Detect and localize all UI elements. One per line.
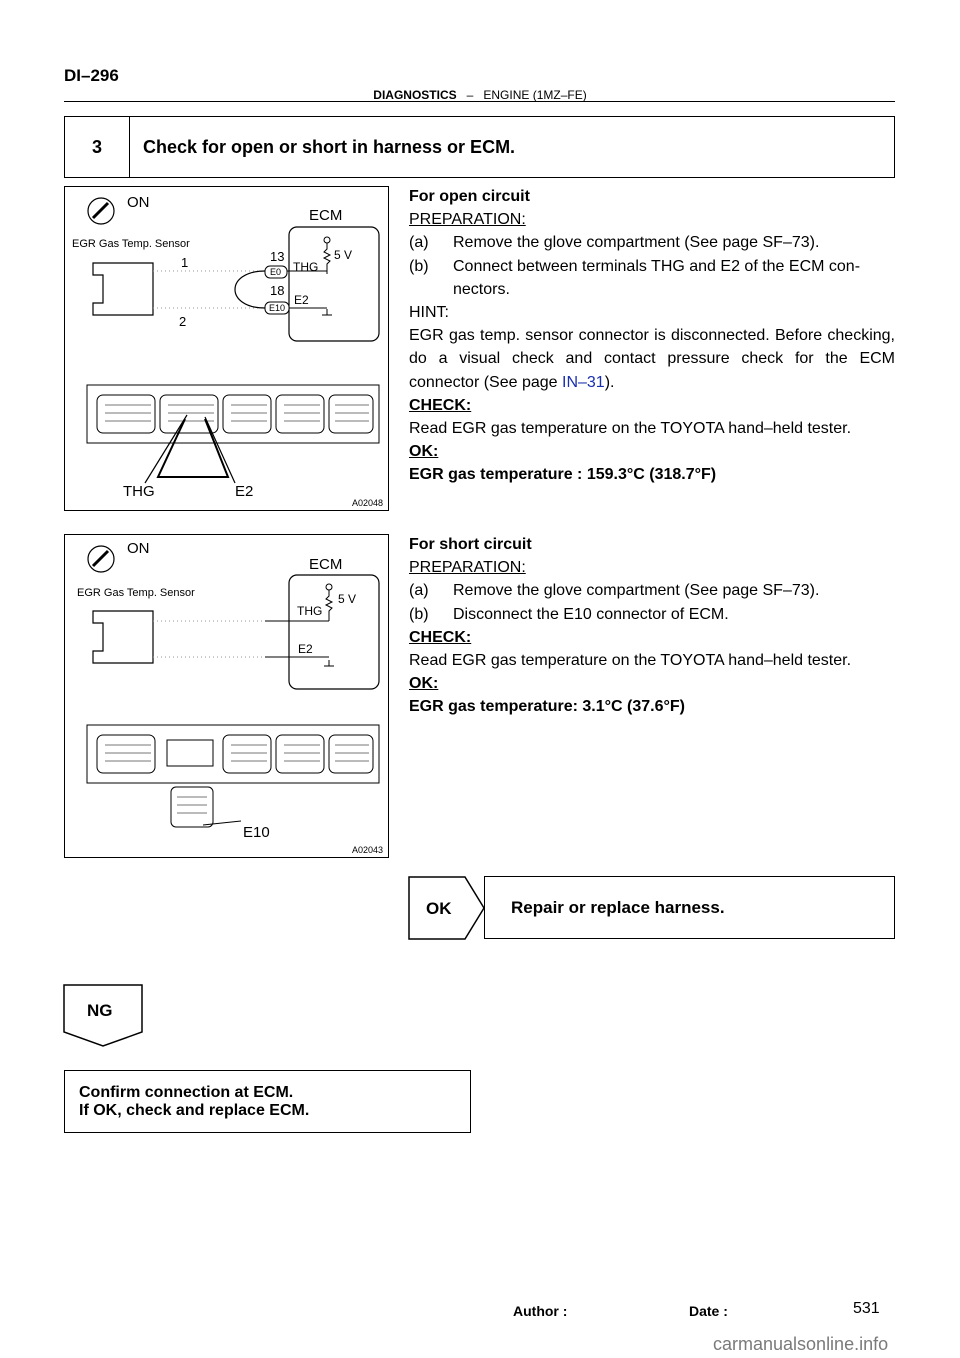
- short-prep-b: [409, 603, 895, 626]
- ecm-connector-row: [87, 385, 379, 443]
- figure-id: A02043: [352, 845, 384, 855]
- short-prep-label: PREPARATION:: [409, 559, 526, 577]
- item-text: [453, 255, 860, 301]
- ng-action-box: [64, 1070, 471, 1133]
- open-check-label: CHECK:: [409, 396, 472, 414]
- item-text: Remove the glove compartment (See page SF–73).: [453, 582, 820, 600]
- date-label: Date :: [689, 1303, 728, 1319]
- ng-arrow-tag: [63, 984, 145, 1050]
- watermark: carmanualsonline.info: [713, 1334, 889, 1354]
- header-separator: –: [466, 88, 474, 102]
- header-rule: [64, 101, 895, 102]
- running-header: [0, 88, 960, 102]
- disconnected-connector: [171, 787, 213, 827]
- step-title: Check for open or short in harness or ECM.: [143, 136, 516, 157]
- item-text-line2: nectors.: [453, 280, 510, 298]
- short-ok-text: EGR gas temperature: 3.1°C (37.6°F): [409, 698, 685, 716]
- short-check-label: CHECK:: [409, 628, 472, 646]
- open-prep-label: PREPARATION:: [409, 211, 526, 229]
- section-title: DIAGNOSTICS: [373, 88, 457, 102]
- ignition-switch-icon: [88, 546, 114, 572]
- hint-text-part1: EGR gas temp. sensor connector is disconnected. Before checking, do a visual check and contact pressure check for the ECM connector (See page: [409, 327, 895, 391]
- item-label: (a): [409, 582, 429, 600]
- open-hint-text: [409, 324, 895, 394]
- figure-short-circuit: [64, 534, 389, 858]
- item-text-line1: Connect between terminals THG and E2 of the ECM con-: [453, 257, 861, 275]
- author-label: Author :: [513, 1303, 568, 1319]
- wiring-diagram-open: [65, 187, 388, 510]
- thg-label: THG: [293, 260, 319, 274]
- on-label: ON: [127, 194, 150, 211]
- sensor-label: EGR Gas Temp. Sensor: [77, 587, 195, 599]
- open-heading: For open circuit: [409, 188, 530, 205]
- ignition-switch-icon: [88, 198, 114, 224]
- short-check-text: Read EGR gas temperature on the TOYOTA hand–held tester.: [409, 652, 852, 670]
- item-label: (b): [409, 257, 429, 275]
- connector-e0: E0: [270, 267, 282, 277]
- sensor-label: EGR Gas Temp. Sensor: [72, 238, 190, 250]
- ecm-label: ECM: [309, 207, 343, 224]
- item-label: (b): [409, 605, 429, 623]
- pin-18: 18: [270, 283, 285, 298]
- page-number: 531: [853, 1300, 880, 1317]
- open-check-text: Read EGR gas temperature on the TOYOTA hand–held tester.: [409, 420, 852, 438]
- page-link-in31[interactable]: IN–31: [562, 373, 605, 391]
- voltage-label: 5 V: [338, 592, 357, 606]
- e2-label: E2: [298, 642, 313, 656]
- on-label: ON: [127, 540, 150, 557]
- ng-tag-label: NG: [87, 1001, 113, 1020]
- hint-text-part2: ).: [604, 373, 615, 391]
- step-box: [64, 116, 895, 178]
- figure-open-circuit: [64, 186, 389, 511]
- open-prep-b: [409, 255, 895, 301]
- open-ok-text: EGR gas temperature : 159.3°C (318.7°F): [409, 466, 717, 484]
- short-ok-label: OK:: [409, 675, 439, 693]
- page-code: DI–296: [64, 66, 119, 85]
- ng-action-line1: Confirm connection at ECM.: [79, 1084, 294, 1101]
- connector-e10: E10: [269, 303, 286, 313]
- open-prep-a: [409, 231, 895, 254]
- e2-label: E2: [294, 293, 309, 307]
- item-text: Disconnect the E10 connector of ECM.: [453, 605, 729, 623]
- thg-label: THG: [297, 604, 323, 618]
- connector-label: E10: [243, 824, 270, 841]
- pin-13: 13: [270, 249, 285, 264]
- short-circuit-section: [409, 533, 895, 719]
- ok-tag-label: OK: [426, 899, 452, 918]
- short-prep-a: [409, 579, 895, 602]
- open-hint-label: HINT:: [409, 304, 449, 322]
- short-heading: For short circuit: [409, 536, 532, 553]
- step-number: 3: [65, 117, 130, 177]
- ok-action-box: [484, 876, 895, 939]
- ok-arrow-tag: [408, 876, 488, 940]
- bottom-thg-label: THG: [123, 483, 155, 500]
- item-text: Remove the glove compartment (See page SF–73).: [453, 234, 820, 252]
- pin-2: 2: [179, 314, 187, 329]
- ecm-connector-row: [87, 725, 379, 783]
- voltage-label: 5 V: [334, 248, 353, 262]
- pin-1: 1: [181, 255, 189, 270]
- ok-action-text: Repair or replace harness.: [511, 897, 725, 917]
- figure-id: A02048: [352, 498, 384, 508]
- ecm-label: ECM: [309, 556, 343, 573]
- wiring-diagram-short: [65, 535, 388, 857]
- bottom-e2-label: E2: [235, 483, 254, 500]
- ng-action-line2: If OK, check and replace ECM.: [79, 1102, 310, 1119]
- open-ok-label: OK:: [409, 443, 439, 461]
- item-label: (a): [409, 234, 429, 252]
- subsection-title: ENGINE (1MZ–FE): [483, 88, 587, 102]
- open-circuit-section: [409, 185, 895, 487]
